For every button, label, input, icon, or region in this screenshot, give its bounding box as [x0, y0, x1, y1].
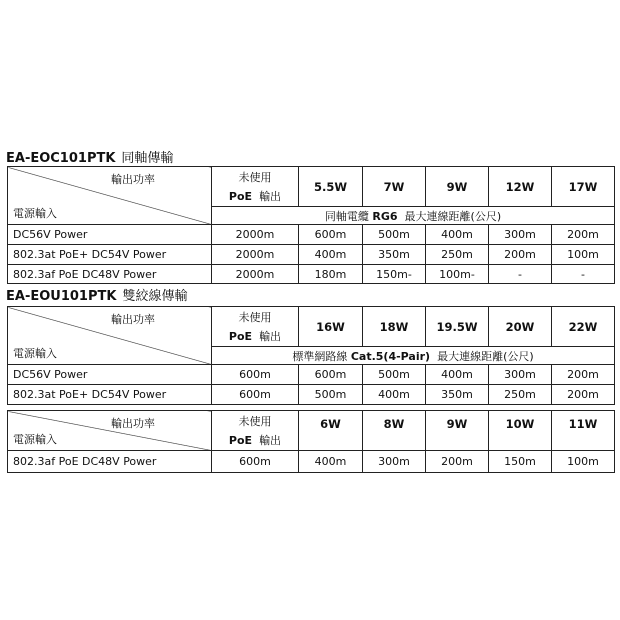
output-power-label: 輸出功率: [111, 173, 155, 186]
section1-table: [7, 166, 615, 284]
watt-header: 19.5W: [426, 307, 489, 347]
output-label: 輸出: [259, 433, 282, 447]
distance-cell: 600m: [299, 225, 363, 245]
section3-header-row: [8, 411, 615, 451]
watt-header: 20W: [489, 307, 552, 347]
distance-cell: 200m: [552, 385, 615, 405]
table-row: [8, 245, 615, 265]
watt-header: 9W: [426, 411, 489, 451]
watt-header: 22W: [552, 307, 615, 347]
distance-cell: 400m: [426, 225, 489, 245]
distance-cell: 100m-: [426, 265, 489, 284]
output-power-label: 輸出功率: [111, 417, 155, 430]
distance-cell: 2000m: [212, 265, 299, 284]
watt-header: 5.5W: [299, 167, 363, 207]
cable-type-prefix: 同軸電纜: [324, 209, 369, 223]
watt-header: 7W: [363, 167, 426, 207]
distance-cell: 250m: [489, 385, 552, 405]
distance-cell: 350m: [426, 385, 489, 405]
table-row: [8, 451, 615, 473]
max-distance-suffix: 最大連線距離(公尺): [404, 209, 502, 223]
distance-cell: 300m: [489, 365, 552, 385]
cable-type: Cat.5(4-Pair): [350, 349, 431, 363]
distance-cell: 600m: [212, 385, 299, 405]
poe-label: PoE: [228, 189, 253, 203]
section3-corner-cell: [8, 411, 212, 451]
section1-model: EA-EOC101PTK: [6, 151, 116, 166]
distance-cell: 400m: [299, 451, 363, 473]
distance-cell: -: [489, 265, 552, 284]
section1-header-row: [8, 167, 615, 207]
watt-header: 9W: [426, 167, 489, 207]
cable-type: RG6: [372, 209, 398, 223]
section1-corner-cell: [8, 167, 212, 225]
distance-cell: 200m: [426, 451, 489, 473]
section3-table: [7, 410, 615, 473]
poe-label: PoE: [228, 329, 253, 343]
max-distance-caption: [212, 207, 615, 225]
poe-unused-header: [212, 167, 299, 207]
cable-type-prefix: 標準網路線: [292, 349, 348, 363]
power-input-label: 電源輸入: [13, 347, 57, 360]
output-label: 輸出: [259, 329, 282, 343]
section2-table: [7, 306, 615, 405]
distance-cell: 150m: [489, 451, 552, 473]
unused-label: 未使用: [238, 310, 272, 324]
distance-cell: 200m: [552, 365, 615, 385]
power-source-cell: 802.3af PoE DC48V Power: [8, 451, 212, 473]
watt-header: 6W: [299, 411, 363, 451]
power-source-cell: DC56V Power: [8, 225, 212, 245]
poe-unused-header: [212, 411, 299, 451]
distance-cell: 500m: [363, 225, 426, 245]
table-row: [8, 225, 615, 245]
distance-cell: 600m: [299, 365, 363, 385]
max-distance-suffix: 最大連線距離(公尺): [437, 349, 534, 363]
unused-label: 未使用: [238, 170, 272, 184]
section2-subtitle: 雙絞線傳輸: [122, 289, 188, 304]
watt-header: 16W: [299, 307, 363, 347]
distance-cell: 600m: [212, 365, 299, 385]
watt-header: 17W: [552, 167, 615, 207]
output-power-label: 輸出功率: [111, 313, 155, 326]
unused-label: 未使用: [238, 414, 272, 428]
distance-cell: 300m: [363, 451, 426, 473]
distance-cell: 150m-: [363, 265, 426, 284]
distance-cell: -: [552, 265, 615, 284]
power-source-cell: 802.3at PoE+ DC54V Power: [8, 245, 212, 265]
watt-header: 12W: [489, 167, 552, 207]
distance-cell: 200m: [489, 245, 552, 265]
section1-heading: [6, 147, 173, 166]
distance-cell: 2000m: [212, 225, 299, 245]
section2-model: EA-EOU101PTK: [6, 289, 117, 304]
distance-cell: 300m: [489, 225, 552, 245]
power-input-label: 電源輸入: [13, 433, 57, 446]
distance-cell: 500m: [299, 385, 363, 405]
distance-cell: 180m: [299, 265, 363, 284]
watt-header: 10W: [489, 411, 552, 451]
distance-cell: 100m: [552, 451, 615, 473]
power-source-cell: 802.3at PoE+ DC54V Power: [8, 385, 212, 405]
distance-cell: 600m: [212, 451, 299, 473]
power-source-cell: 802.3af PoE DC48V Power: [8, 265, 212, 284]
table-row: [8, 265, 615, 284]
distance-cell: 100m: [552, 245, 615, 265]
max-distance-caption: [212, 347, 615, 365]
distance-cell: 500m: [363, 365, 426, 385]
section2-header-row: [8, 307, 615, 347]
table-row: [8, 365, 615, 385]
poe-unused-header: [212, 307, 299, 347]
distance-cell: 350m: [363, 245, 426, 265]
power-source-cell: DC56V Power: [8, 365, 212, 385]
watt-header: 18W: [363, 307, 426, 347]
distance-cell: 250m: [426, 245, 489, 265]
power-input-label: 電源輸入: [13, 207, 57, 220]
distance-cell: 200m: [552, 225, 615, 245]
output-label: 輸出: [259, 189, 282, 203]
poe-label: PoE: [228, 433, 253, 447]
watt-header: 11W: [552, 411, 615, 451]
section2-corner-cell: [8, 307, 212, 365]
distance-cell: 400m: [426, 365, 489, 385]
watt-header: 8W: [363, 411, 426, 451]
section2-heading: [6, 285, 187, 304]
table-row: [8, 385, 615, 405]
section1-subtitle: 同軸傳輸: [121, 151, 174, 166]
distance-cell: 2000m: [212, 245, 299, 265]
distance-cell: 400m: [363, 385, 426, 405]
distance-cell: 400m: [299, 245, 363, 265]
